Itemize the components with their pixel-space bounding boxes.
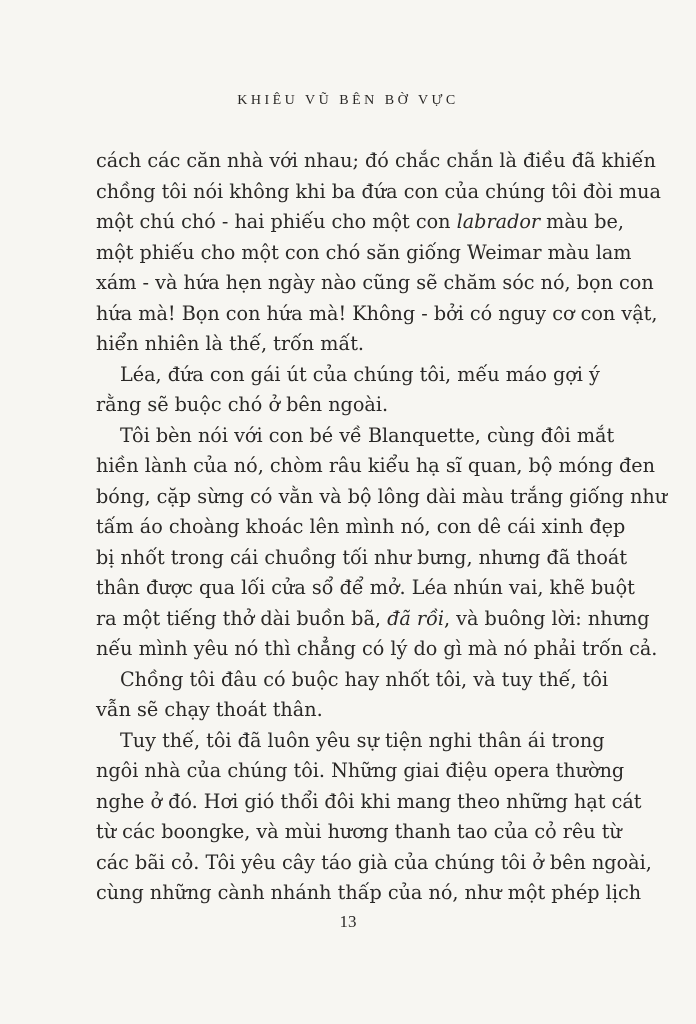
text-run: chồng tôi nói không khi ba đứa con của chúng tôi đòi mua [96, 179, 661, 203]
text-line [96, 177, 661, 208]
text-line [96, 543, 628, 574]
text-run: ngôi nhà của chúng tôi. Những giai điệu opera thường [96, 759, 625, 782]
text-run: từ các boongke, và mùi hương thanh tao của cỏ rêu từ [96, 820, 622, 843]
text-line [96, 146, 656, 177]
text-run: một phiếu cho một con chó săn giống Weimar màu lam [96, 240, 632, 264]
text-run: cách các căn nhà với nhau; đó chắc chắn là điều đã khiến [96, 149, 656, 172]
text-line [96, 238, 632, 269]
text-run: thân được qua lối cửa sổ để mở. Léa nhún vai, khẽ buột [96, 576, 635, 599]
text-line [96, 634, 658, 665]
paragraph [96, 360, 600, 421]
page-number: 13 [339, 912, 357, 931]
text-run: hứa mà! Bọn con hứa mà! Không - bởi có nguy cơ con vật, [96, 301, 658, 325]
text-line [96, 756, 625, 787]
text-line [96, 268, 654, 299]
text-run: các bãi cỏ. Tôi yêu cây táo già của chúng tôi ở bên ngoài, [96, 850, 652, 874]
text-run: tấm áo choàng khoác lên mình nó, con dê cái xinh đẹp [96, 515, 626, 538]
text-run: bóng, cặp sừng có vằn và bộ lông dài màu trắng giống như [96, 484, 668, 508]
text-line [96, 878, 642, 909]
text-run: , và buông lời: nhưng [443, 606, 650, 630]
text-line [96, 726, 605, 757]
text-run: hiển nhiên là thế, trốn mất. [96, 332, 365, 355]
text-line [96, 207, 625, 238]
text-line [96, 695, 596, 726]
paragraph [96, 665, 609, 726]
paragraph [96, 421, 668, 665]
text-run: nếu mình yêu nó thì chẳng có lý do gì mà nó phải trốn cả. [96, 637, 658, 660]
text-line [96, 451, 655, 482]
text-line [96, 573, 635, 604]
text-run: một chú chó - hai phiếu cho một con [96, 210, 457, 233]
text-run: Tôi bèn nói với con bé về Blanquette, cùng đôi mắt [120, 423, 615, 447]
text-line [96, 329, 596, 360]
text-line [96, 482, 668, 513]
paragraph [96, 146, 661, 360]
text-run: cùng những cành nhánh thấp của nó, như một phép lịch [96, 881, 642, 904]
text-run: bị nhốt trong cái chuồng tối như bưng, nhưng đã thoát [96, 545, 628, 569]
text-line [96, 604, 650, 635]
text-run: Léa, đứa con gái út của chúng tôi, mếu máo gợi ý [120, 362, 600, 386]
text-line [96, 817, 622, 848]
text-line [96, 390, 596, 421]
text-line [96, 512, 626, 543]
running-head: KHIÊU VŨ BÊN BỜ VỰC [237, 93, 459, 108]
text-run: Chồng tôi đâu có buộc hay nhốt tôi, và tuy thế, tôi [120, 667, 609, 691]
text-run: màu be, [540, 210, 625, 233]
text-line [96, 848, 652, 879]
body-text [96, 146, 668, 909]
text-line [96, 665, 609, 696]
text-run: xám - và hứa hẹn ngày nào cũng sẽ chăm sóc nó, bọn con [96, 271, 654, 294]
text-line [96, 787, 642, 818]
text-run: nghe ở đó. Hơi gió thổi đôi khi mang theo những hạt cát [96, 789, 642, 813]
text-run: vẫn sẽ chạy thoát thân. [96, 698, 323, 721]
text-line [96, 299, 658, 330]
text-run: hiền lành của nó, chòm râu kiểu hạ sĩ quan, bộ móng đen [96, 454, 655, 477]
text-line [96, 421, 615, 452]
italic-phrase: đã rồi [387, 606, 444, 630]
text-run: rằng sẽ buộc chó ở bên ngoài. [96, 393, 389, 416]
paragraph [96, 726, 652, 909]
text-line [96, 360, 600, 391]
italic-phrase: labrador [456, 210, 541, 233]
text-run: ra một tiếng thở dài buồn bã, [96, 606, 388, 630]
text-run: Tuy thế, tôi đã luôn yêu sự tiện nghi thân ái trong [120, 728, 605, 752]
